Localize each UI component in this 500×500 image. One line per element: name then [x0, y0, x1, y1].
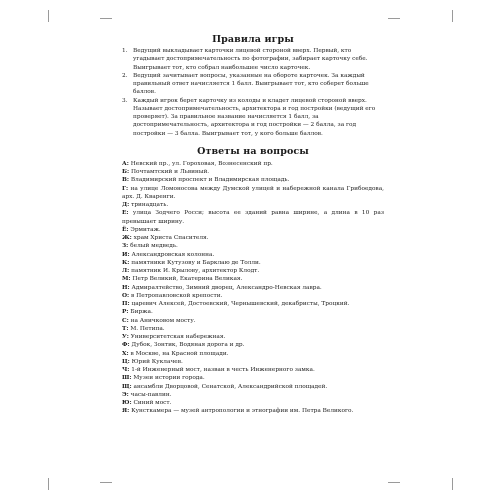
answer-item [122, 160, 384, 168]
answer-item [122, 374, 384, 382]
answer-text: Александровская колонна. [131, 251, 215, 258]
crop-mark-top-right [388, 18, 400, 19]
answer-item [122, 399, 384, 407]
answer-item [122, 333, 384, 341]
rule-text: Ведущий выкладывает карточки лицевой стороной вверх. Первый, кто угадывает достопримечательность по фотографии, забирает карточку себе. Выигрывает тот, кто собрал наибольшее число карточек. [133, 48, 368, 71]
answer-letter: Ж: [122, 235, 132, 241]
answer-letter: Б: [122, 169, 130, 175]
answer-letter: П: [122, 301, 130, 307]
answer-letter: Щ: [122, 383, 132, 390]
answer-item [122, 284, 384, 292]
answer-letter: С: [122, 317, 129, 324]
answer-letter: В: [122, 177, 130, 184]
crop-mark-bottom-right [388, 482, 400, 483]
answer-letter: Г: [122, 185, 129, 192]
answer-text: М. Петипа. [130, 325, 165, 332]
answer-letter: Ш: [122, 375, 132, 382]
answer-letter: Х: [122, 350, 129, 357]
answer-item [122, 176, 384, 184]
answer-text: белый медведь. [130, 243, 178, 250]
answer-item [122, 391, 384, 399]
rules-heading: Правила игры [212, 34, 294, 45]
answer-item [122, 267, 384, 275]
answer-letter: Ё: [122, 226, 129, 233]
answer-letter: И: [122, 251, 130, 258]
answer-text: Дубок, Зонтик, Водяная дорога и др. [131, 342, 245, 349]
answer-text: Владимирский проспект и Владимирская площадь. [130, 177, 290, 184]
crop-mark-left-lower [48, 478, 49, 490]
answer-letter: Ц: [122, 358, 130, 365]
answer-letter: Э: [122, 391, 129, 398]
answer-item [122, 341, 384, 349]
rule-item [122, 97, 384, 138]
rule-number: 3. [122, 97, 128, 104]
answer-letter: Ч: [122, 367, 130, 373]
answer-letter: Е: [122, 210, 129, 217]
rule-item [122, 47, 384, 72]
answer-item [122, 407, 384, 415]
answer-text: памятники Кутузову и Барклаю де Толли. [131, 259, 261, 266]
rule-item [122, 72, 384, 97]
answer-item [122, 251, 384, 259]
answer-text: Кунсткамера — музей антропологии и этнографии им. Петра Великого. [131, 408, 354, 415]
answer-letter: З: [122, 243, 129, 250]
answer-item [122, 226, 384, 234]
answer-text: Синий мост. [133, 400, 172, 406]
answer-text: 1-й Инженерный мост, назван в честь Инженерного замка. [131, 367, 315, 373]
answer-letter: А: [122, 160, 129, 167]
answer-letter: У: [122, 334, 129, 340]
answer-item [122, 317, 384, 325]
answer-item [122, 383, 384, 391]
rule-text: Каждый игрок берет карточку из колоды и кладет лицевой стороной вверх. Называет достопримечательность, архитектора и год постройки (ведущий его проверяет). За правильное название начисляется 1 балл, за достопримечательность, архитектора и год постройки — 2 балла, за год постройки — 3 балла. Выигрывает тот, у кого больше баллов. [133, 97, 376, 137]
answer-letter: М: [122, 276, 131, 283]
rule-number: 1. [122, 48, 128, 54]
answer-item [122, 325, 384, 333]
answer-item [122, 259, 384, 267]
answer-text: храм Христа Спасителя. [133, 235, 209, 241]
answer-item [122, 308, 384, 316]
answer-text: памятник И. Крылову, архитектор Клодт. [131, 268, 260, 274]
answer-item [122, 350, 384, 358]
answer-text: Музеи истории города. [133, 375, 205, 382]
rule-text: Ведущий зачитывает вопросы, указанные на обороте карточек. За каждый правильный ответ начисляется 1 балл. Выигрывает тот, кто соберет больше баллов. [133, 72, 369, 96]
rules-list [122, 47, 384, 138]
answer-letter: Р: [122, 309, 129, 316]
answer-item [122, 168, 384, 176]
rule-number: 2. [122, 72, 128, 79]
answer-item [122, 292, 384, 300]
answer-item [122, 242, 384, 250]
answer-text: Эрмитаж. [130, 226, 161, 233]
answer-text: Невский пр., ул. Гороховая, Вознесенский пр. [130, 160, 273, 167]
answer-text: Адмиралтейство, Зимний дворец, Александро-Невская лавра. [131, 284, 322, 291]
answer-text: царевич Алексей, Достоевский, Чернышевский, декабристы, Троцкий. [131, 301, 350, 307]
document-page [122, 30, 384, 416]
answer-text: в Петропавловской крепости. [131, 292, 223, 299]
crop-mark-right-upper [452, 10, 453, 22]
answer-letter: К: [122, 259, 130, 266]
answer-text: на Аничковом мосту. [130, 317, 196, 324]
answer-letter: Ф: [122, 342, 130, 349]
answer-text: в Москве, на Красной площади. [130, 350, 229, 357]
answer-item [122, 201, 384, 209]
answer-letter: Я: [122, 408, 130, 415]
answer-text: Биржа. [130, 309, 153, 316]
answer-item [122, 300, 384, 308]
crop-mark-bottom-left [100, 482, 112, 483]
crop-mark-top-left [100, 18, 112, 19]
answers-heading: Ответы на вопросы [197, 145, 309, 157]
answer-letter: Т: [122, 325, 129, 332]
answer-text: часы-павлин. [130, 391, 172, 398]
answer-text: ансамбли Дворцовой, Сенатской, Александрийской площадей. [133, 383, 328, 390]
answer-item [122, 234, 384, 242]
answer-item [122, 209, 384, 226]
answer-text: тринадцать. [131, 202, 169, 208]
answer-text: на улице Ломоносова между Думской улицей и набережной канала Грибоедова, арх. Д. Кваренги. [122, 185, 384, 200]
crop-mark-right-lower [452, 478, 453, 490]
answer-letter: Н: [122, 284, 130, 291]
answer-letter: Д: [122, 202, 130, 208]
answer-letter: О: [122, 292, 130, 299]
answer-letter: Л: [122, 268, 130, 274]
crop-mark-left-upper [48, 10, 49, 22]
answer-text: улица Зодчего Росси; высота ее зданий равна ширине, а длина в 10 раз превышает ширину. [122, 210, 384, 225]
answer-item [122, 275, 384, 283]
answers-list [122, 160, 384, 416]
answer-text: Почтамтский и Львиный. [130, 169, 210, 175]
answer-item [122, 358, 384, 366]
answer-text: Петр Великий, Екатерина Великая. [132, 276, 243, 283]
answer-text: Юрий Куклачев. [131, 358, 183, 365]
answer-item [122, 185, 384, 202]
answer-item [122, 366, 384, 374]
answer-letter: Ю: [122, 400, 132, 406]
answer-text: Университетская набережная. [130, 334, 226, 340]
